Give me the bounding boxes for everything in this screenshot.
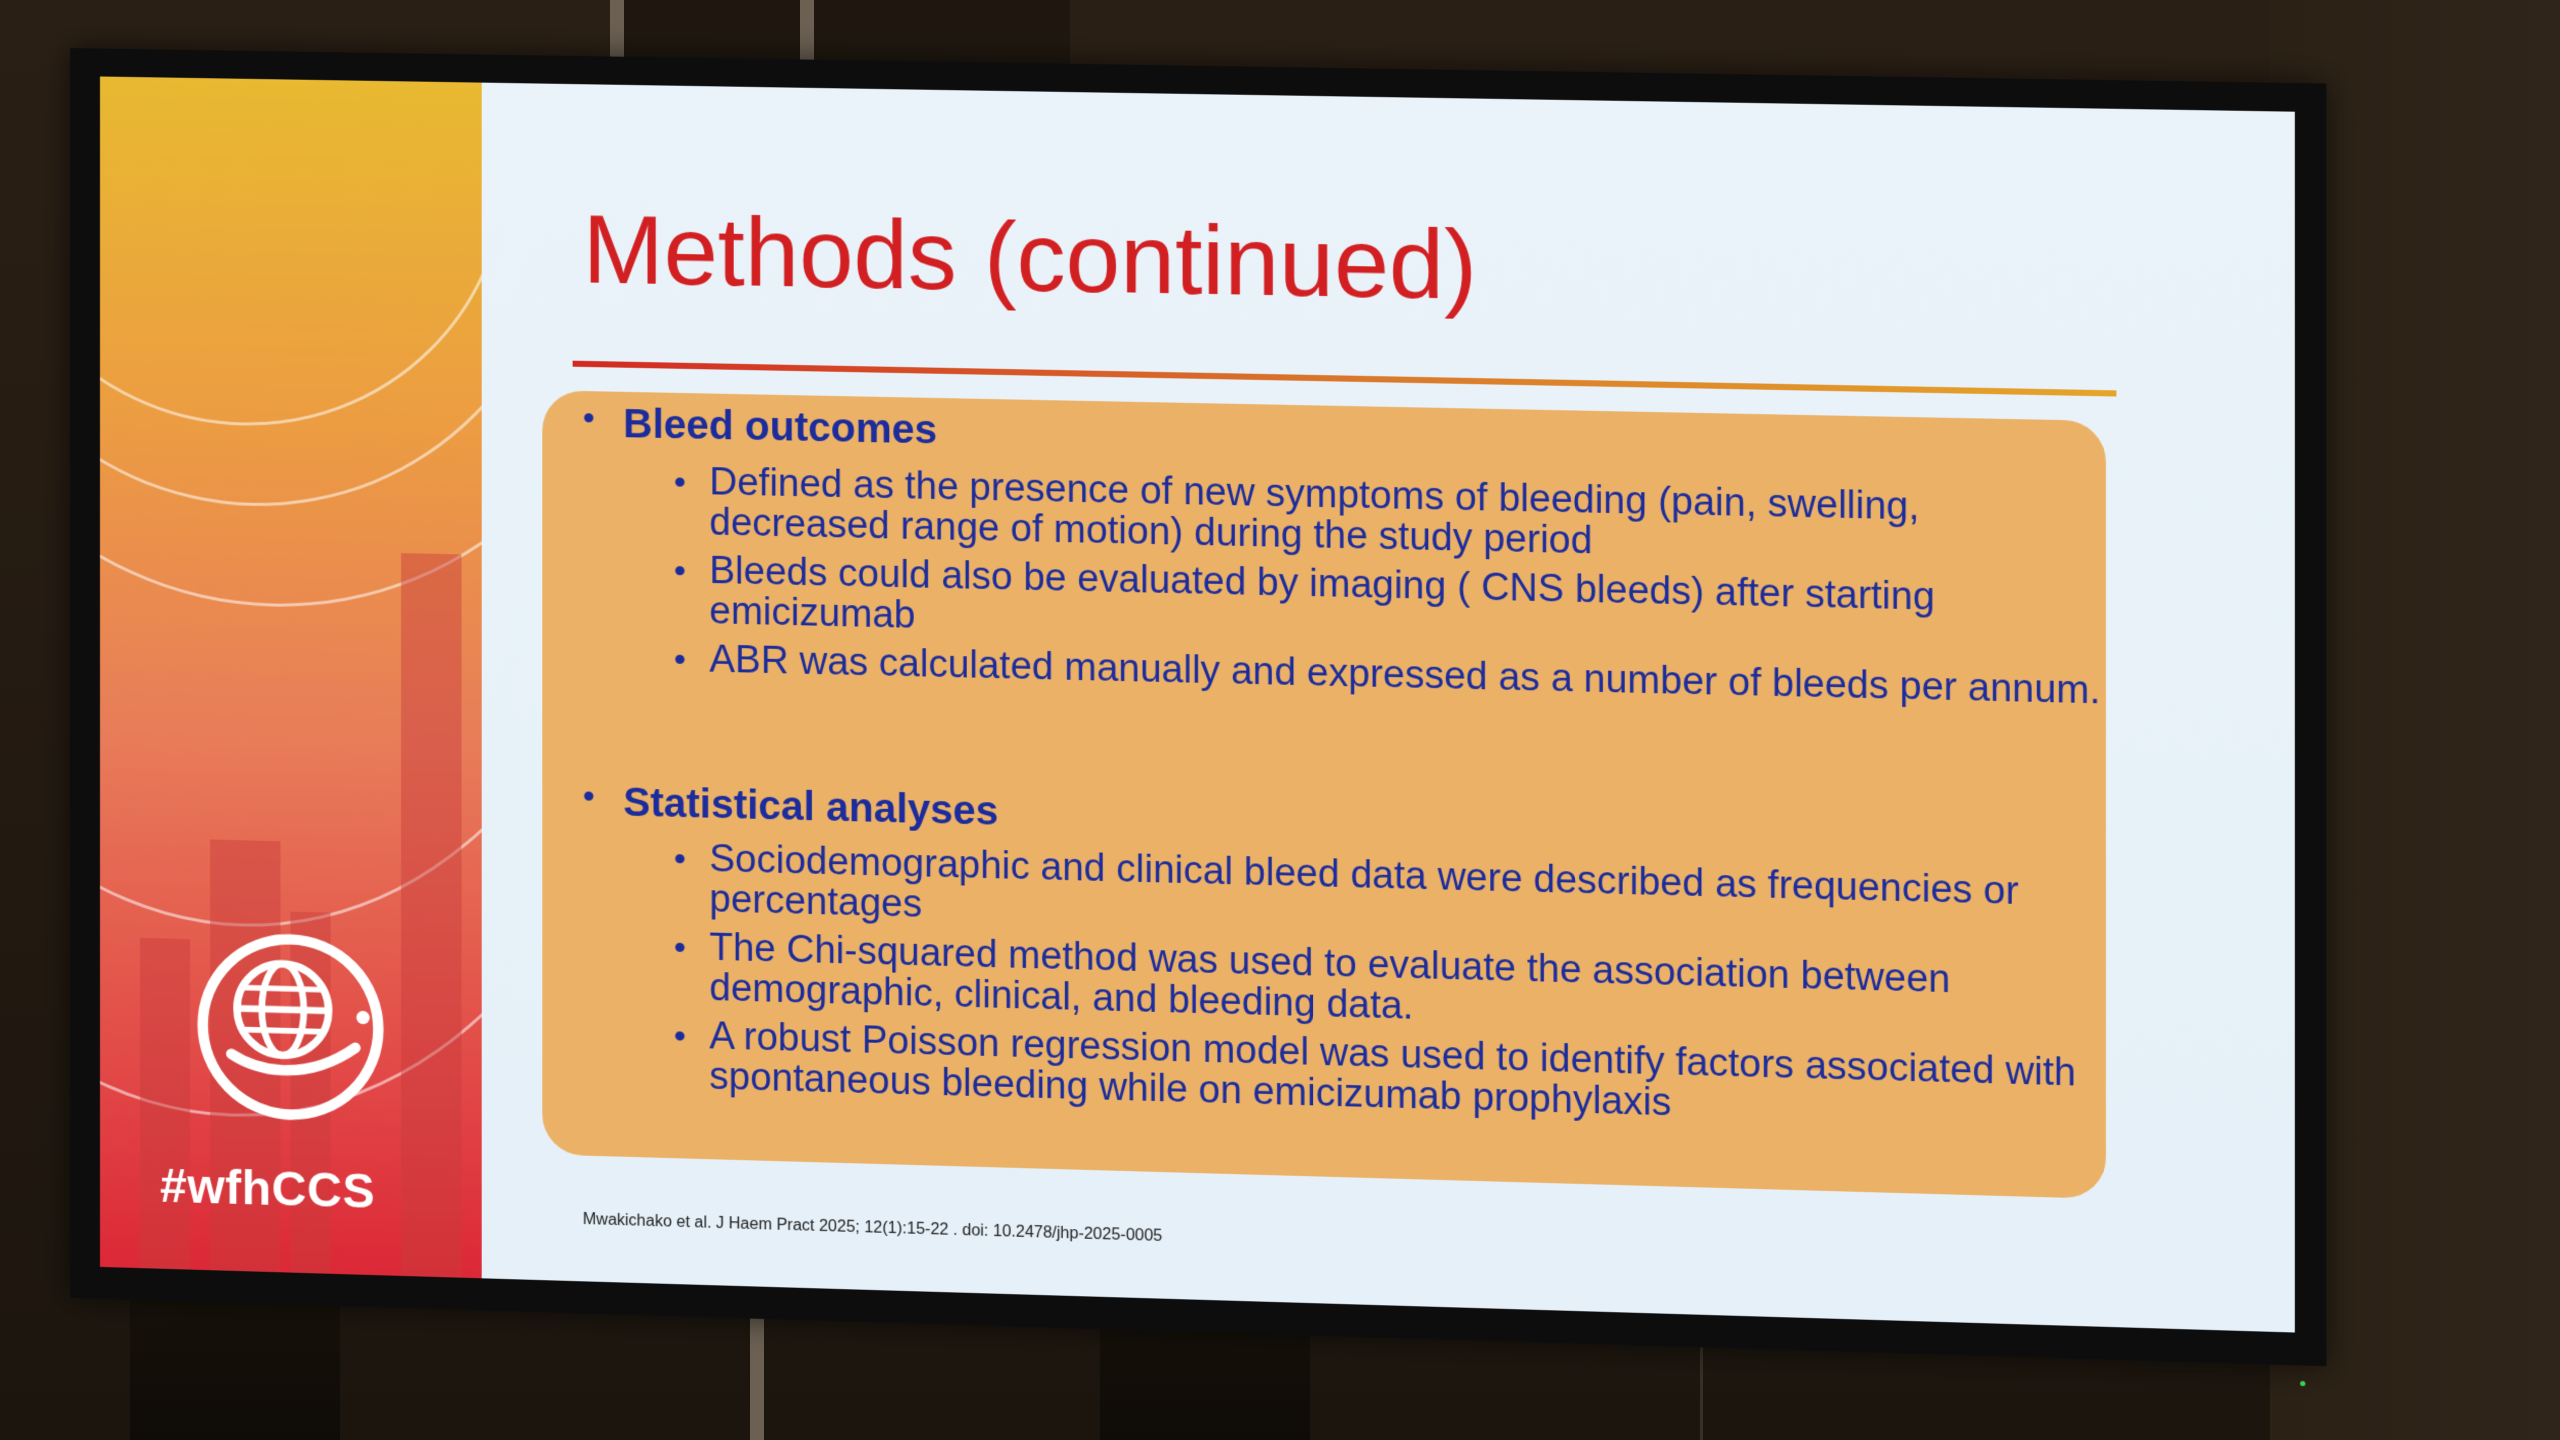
- slide-title: Methods (continued): [582, 195, 1477, 321]
- list-item: Defined as the presence of new symptoms of bleeding (pain, swelling, decreased range of motion) during the study period: [709, 461, 1920, 563]
- title-divider: [573, 361, 2117, 397]
- skyline-building: [401, 553, 461, 1278]
- stand-bar: [750, 1310, 764, 1440]
- tv-monitor: [70, 48, 2326, 1366]
- list-item: The Chi-squared method was used to evaluate the association between demographic, clinical, and bleeding data.: [709, 926, 1951, 1028]
- slide-side-banner: [100, 76, 482, 1278]
- event-hashtag: #wfhCCS: [160, 1159, 376, 1219]
- sub-bullet: •: [673, 1017, 686, 1056]
- mount-bar-right: [800, 0, 814, 60]
- presentation-slide: [100, 76, 2295, 1332]
- sub-bullet: •: [673, 463, 686, 502]
- stand-leg-left: [130, 1300, 340, 1440]
- section-heading: Statistical analyses: [623, 780, 999, 834]
- sub-bullet: •: [673, 551, 686, 591]
- content-box: [542, 390, 2106, 1199]
- globe-hand-icon: [195, 929, 386, 1125]
- list-item: A robust Poisson regression model was used to identify factors associated with spontaneous bleeding while on emicizumab prophylaxis: [709, 1015, 2077, 1125]
- bullet: •: [582, 777, 595, 816]
- mount-bar-left: [610, 0, 624, 60]
- sub-bullet: •: [673, 640, 686, 680]
- power-led: [2300, 1381, 2305, 1386]
- sub-bullet: •: [673, 928, 686, 968]
- sub-bullet: •: [673, 839, 686, 879]
- list-item: ABR was calculated manually and expressed as a number of bleeds per annum.: [709, 638, 2101, 713]
- slide-citation: Mwakichako et al. J Haem Pract 2025; 12(1):15-22 . doi: 10.2478/jhp-2025-0005: [582, 1210, 1163, 1245]
- list-item: Bleeds could also be evaluated by imaging ( CNS bleeds) after starting emicizumab: [709, 549, 1935, 637]
- list-item: Sociodemographic and clinical bleed data were described as frequencies or percentages: [709, 837, 2019, 926]
- skyline-building: [140, 938, 190, 1270]
- section-heading: Bleed outcomes: [623, 401, 938, 453]
- bullet: •: [582, 399, 595, 438]
